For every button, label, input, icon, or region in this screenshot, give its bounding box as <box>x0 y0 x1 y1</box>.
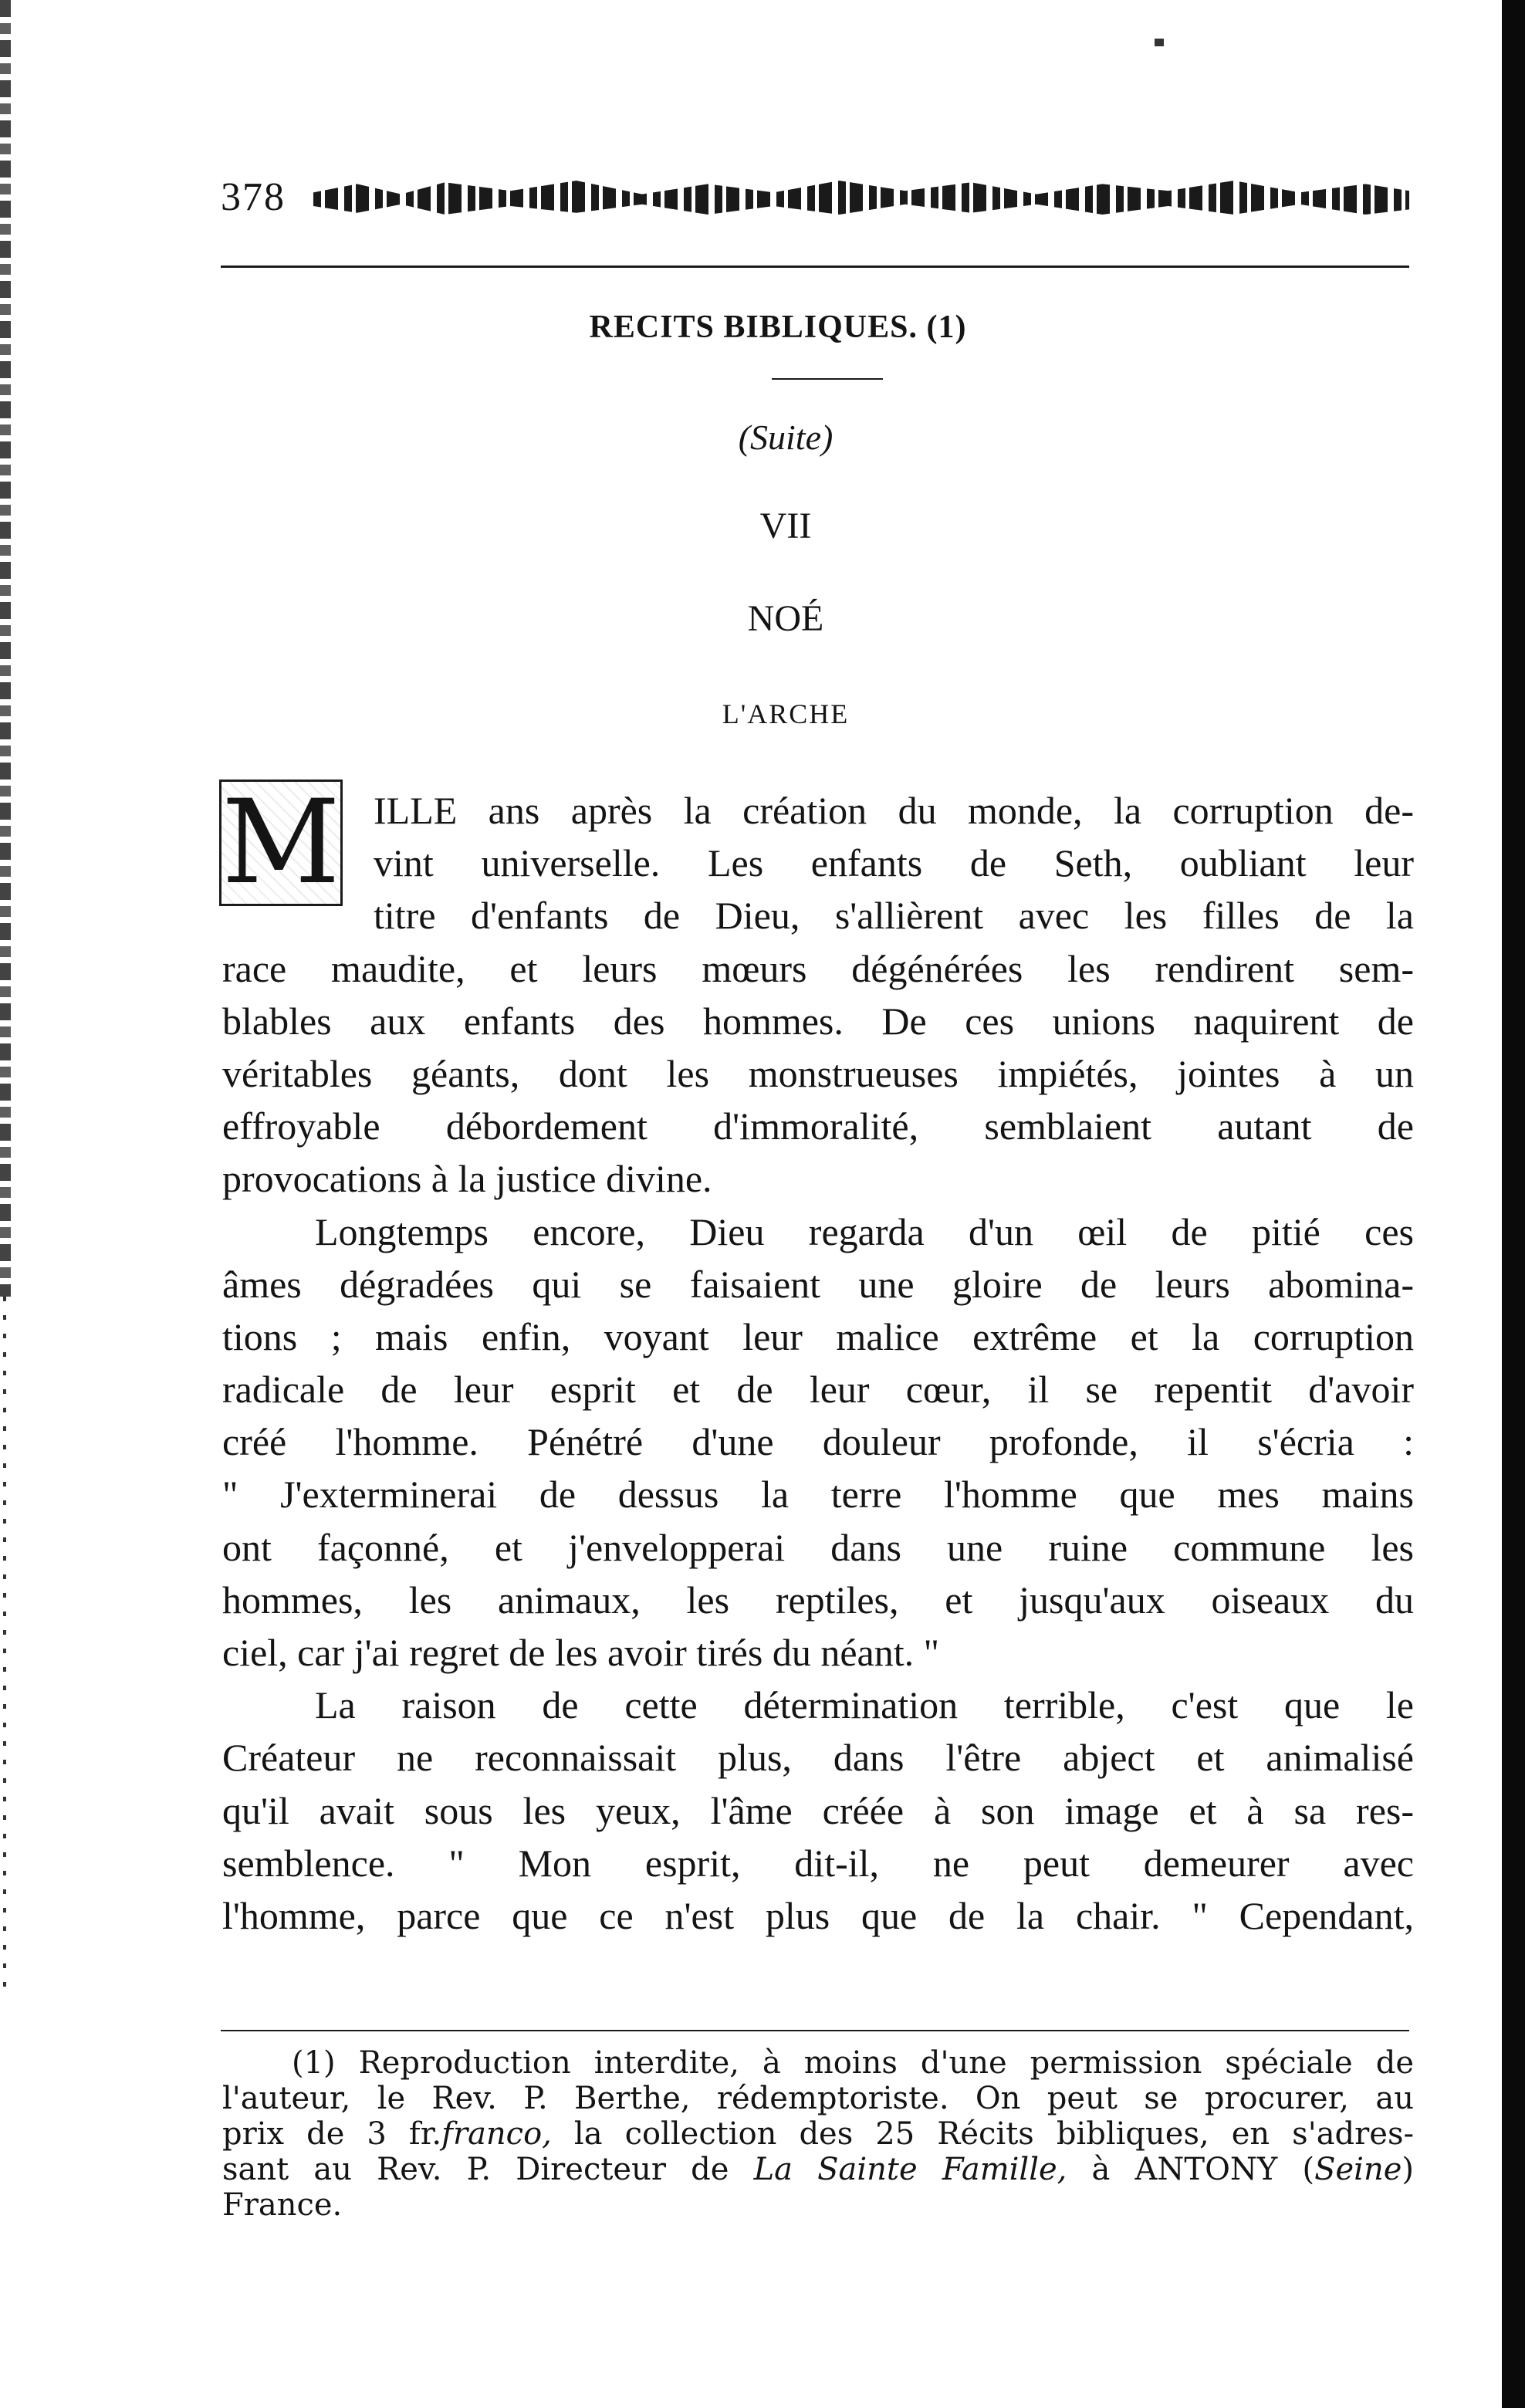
footnote-emphasis: franco, <box>441 2116 552 2152</box>
footnote-line: (1) Reproduction interdite, à moins d'une permission spéciale de <box>292 2045 1414 2081</box>
body-line: âmes dégradées qui se faisaient une gloire de leurs abomina- <box>222 1262 1414 1306</box>
body-line: titre d'enfants de Dieu, s'allièrent avec les filles de la <box>374 894 1414 938</box>
chapter-number: VII <box>759 506 812 546</box>
body-line: effroyable débordement d'immoralité, semblaient autant de <box>222 1104 1414 1148</box>
footnote-rule <box>221 2030 1409 2031</box>
scan-edge-left <box>0 0 11 1297</box>
footnote-fragment: à ANTONY ( <box>1067 2152 1315 2187</box>
footnote-line <box>222 2116 1414 2152</box>
page-number: 378 <box>221 175 286 219</box>
body-line: ILLE ans après la création du monde, la corruption de- <box>374 789 1414 832</box>
ornament-band <box>313 181 1409 215</box>
footnote <box>222 2045 1414 2223</box>
section-subtitle: (Suite) <box>738 418 834 457</box>
chapter-name: NOÉ <box>747 598 824 639</box>
body-line: créé l'homme. Pénétré d'une douleur profonde, il s'écria : <box>222 1420 1414 1464</box>
body-line: blables aux enfants des hommes. De ces unions naquirent de <box>222 999 1414 1043</box>
footnote-fragment: la collection des 25 Récits bibliques, en s'adres- <box>551 2116 1414 2152</box>
section-title: RECITS BIBLIQUES. (1) <box>589 309 967 345</box>
body-line: qu'il avait sous les yeux, l'âme créée à son image et à sa res- <box>222 1788 1414 1832</box>
body-line: l'homme, parce que ce n'est plus que de la chair. " Cependant, <box>222 1893 1414 1937</box>
body-line: véritables géants, dont les monstrueuses impiétés, jointes à un <box>222 1051 1414 1095</box>
body-line: radicale de leur esprit et de leur cœur, il se repentit d'avoir <box>222 1368 1414 1412</box>
chapter-subtitle: L'ARCHE <box>722 698 850 729</box>
body-line: ont façonné, et j'envelopperai dans une ruine commune les <box>222 1525 1414 1569</box>
body-line: provocations à la justice divine. <box>222 1157 712 1201</box>
title-rule <box>772 378 883 380</box>
body-text <box>222 784 1414 1942</box>
body-line: La raison de cette détermination terrible, c'est que le <box>315 1683 1414 1727</box>
body-line: semblence. " Mon esprit, dit-il, ne peut demeurer avec <box>222 1841 1414 1885</box>
body-line: Créateur ne reconnaissait plus, dans l'être abject et animalisé <box>222 1736 1414 1780</box>
footnote-fragment: ) <box>1402 2152 1414 2187</box>
header-rule <box>221 265 1409 268</box>
page-header <box>221 159 1409 228</box>
body-line: ciel, car j'ai regret de les avoir tirés du néant. " <box>222 1631 940 1674</box>
footnote-fragment: sant au Rev. P. Directeur de <box>222 2152 754 2187</box>
footnote-emphasis: Seine <box>1314 2152 1402 2187</box>
scan-speck <box>1155 39 1164 46</box>
body-line: hommes, les animaux, les reptiles, et jusqu'aux oiseaux du <box>222 1578 1414 1622</box>
footnote-line: l'auteur, le Rev. P. Berthe, rédemptoriste. On peut se procurer, au <box>222 2081 1414 2116</box>
body-line: race maudite, et leurs mœurs dégénérées les rendirent sem- <box>222 946 1414 990</box>
footnote-line: France. <box>222 2187 343 2223</box>
footnote-emphasis: La Sainte Famille, <box>753 2152 1067 2187</box>
drop-cap: M <box>219 780 343 906</box>
footnote-fragment: prix de 3 fr. <box>222 2116 442 2152</box>
body-line: " J'exterminerai de dessus la terre l'homme que mes mains <box>222 1473 1414 1517</box>
body-line: tions ; mais enfin, voyant leur malice extrême et la corruption <box>222 1314 1414 1358</box>
footnote-line <box>222 2152 1414 2187</box>
scan-edge-right <box>1502 0 1525 2408</box>
body-line: Longtemps encore, Dieu regarda d'un œil de pitié ces <box>315 1209 1414 1253</box>
body-line: vint universelle. Les enfants de Seth, oubliant leur <box>374 841 1414 885</box>
scan-edge-left-lower <box>3 1297 6 1991</box>
